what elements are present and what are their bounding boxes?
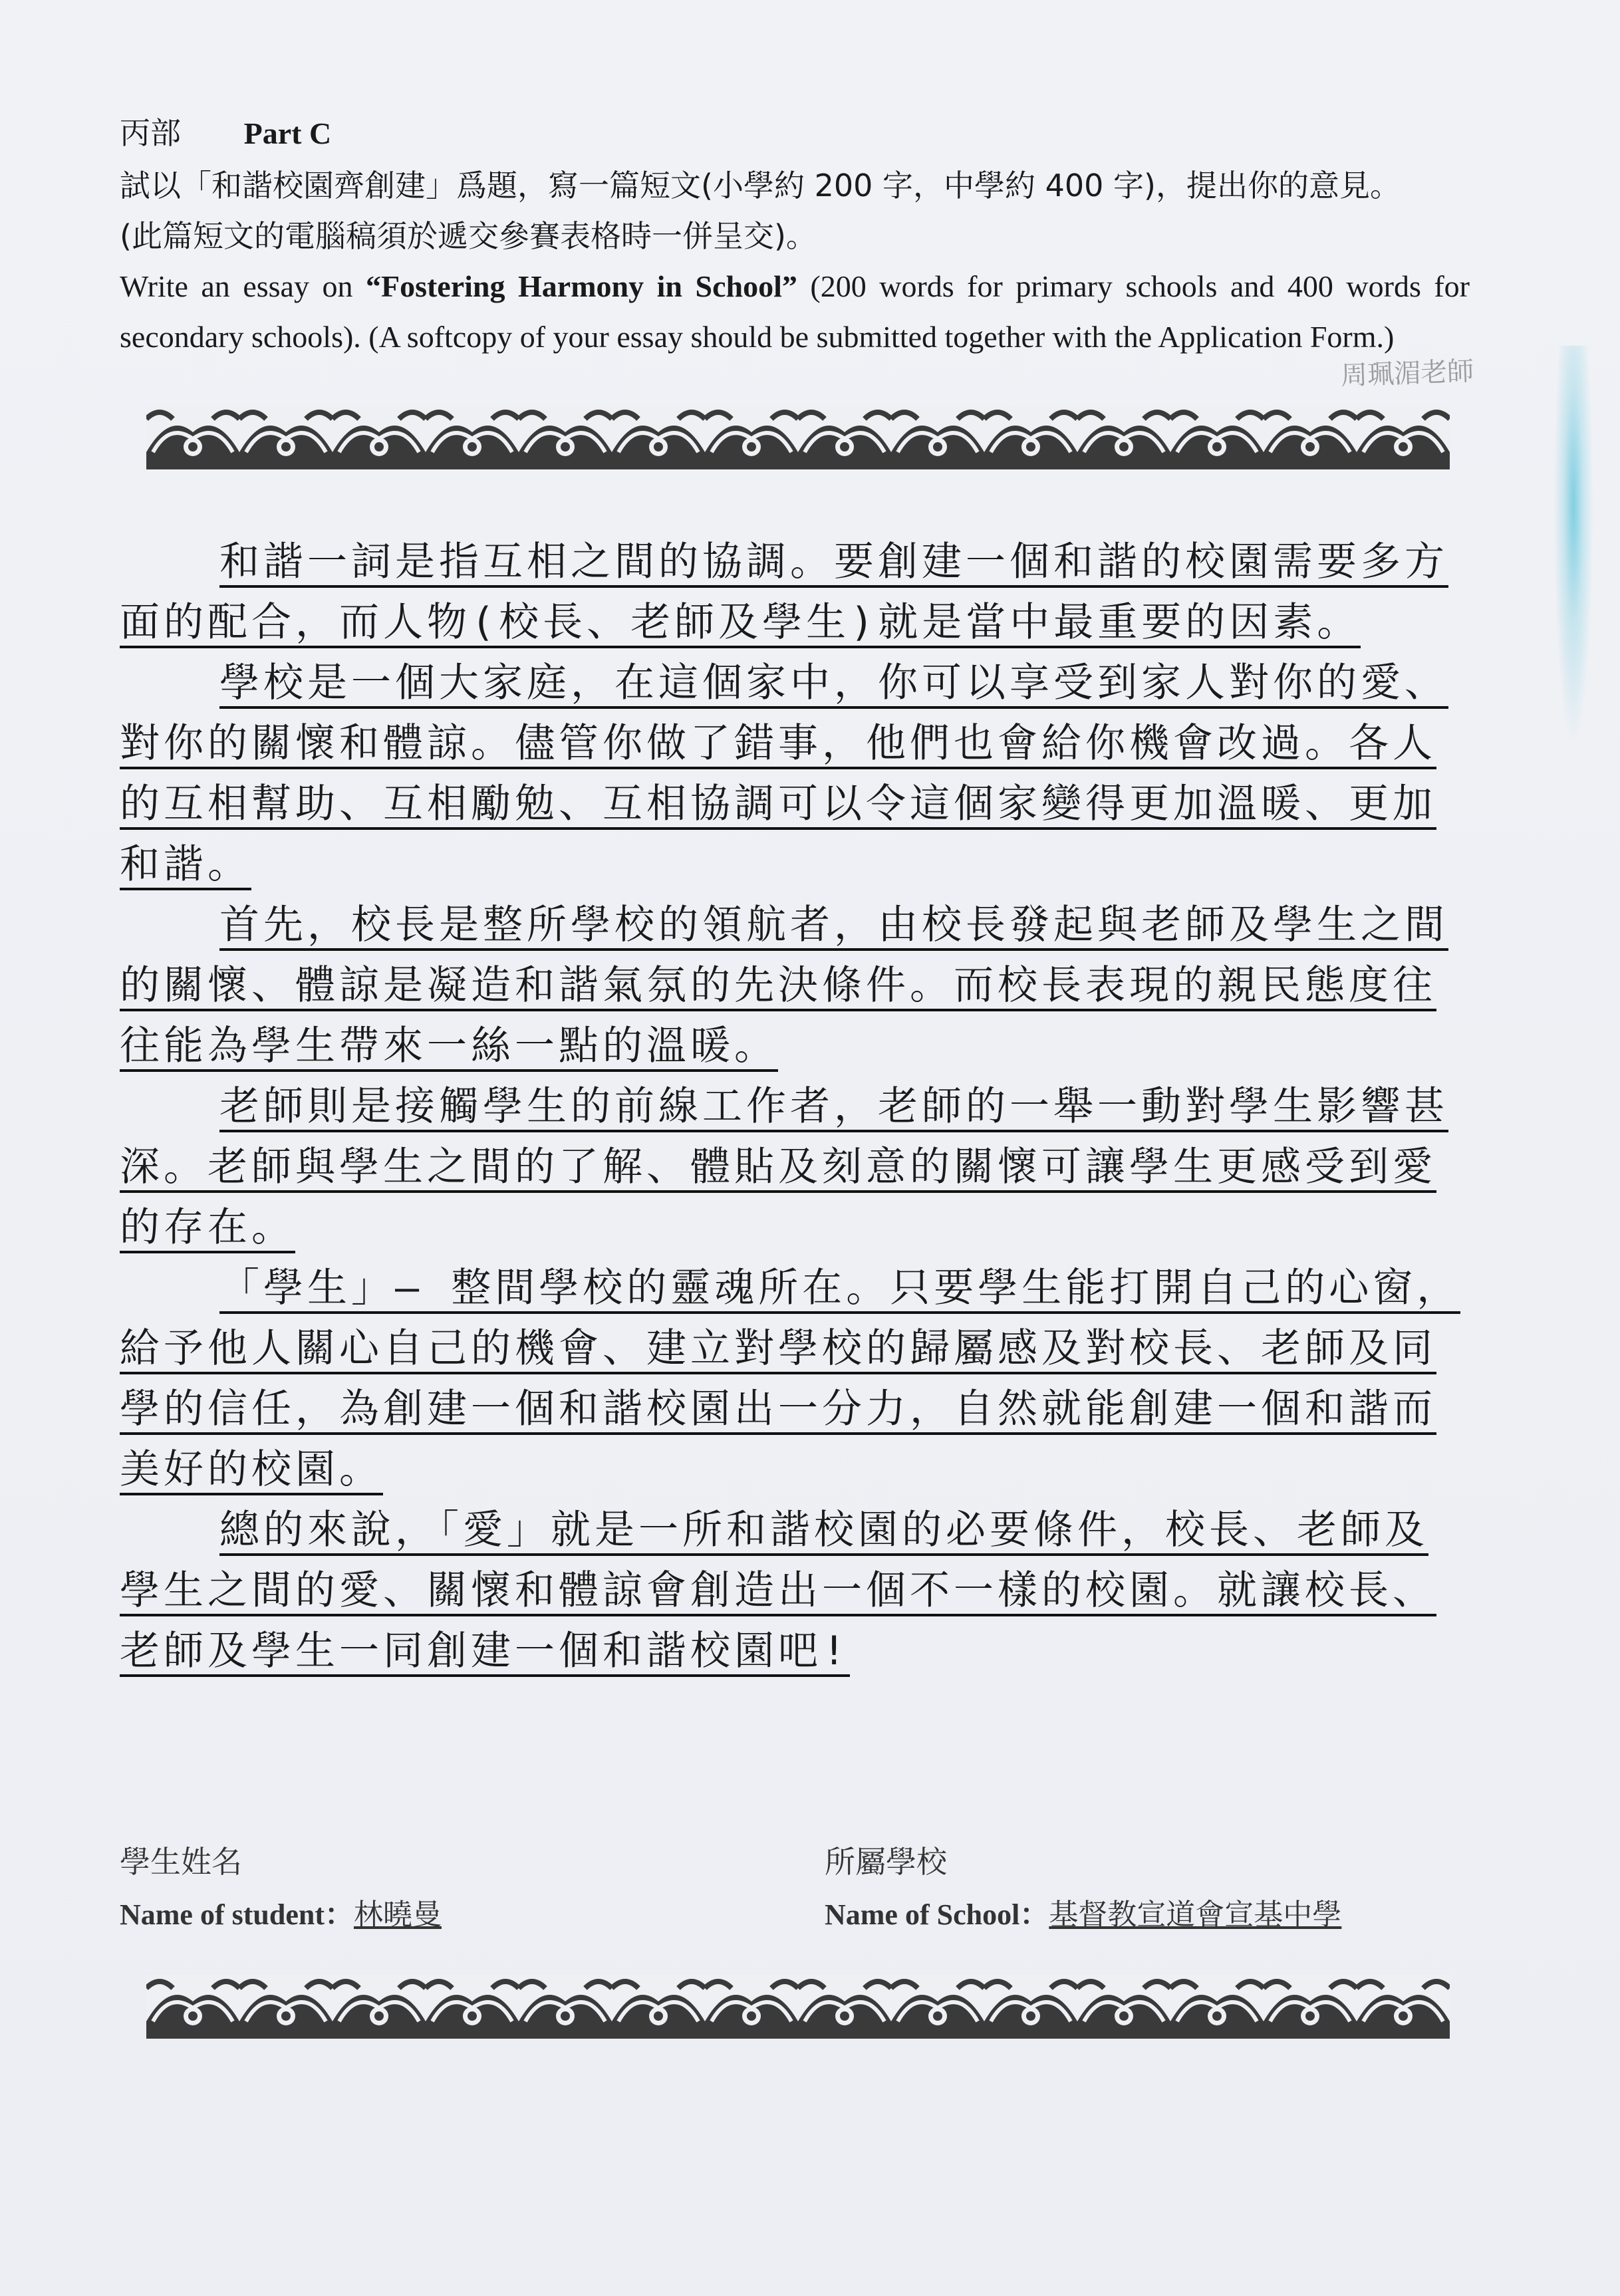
instruction-en (120, 261, 1470, 362)
decorative-border-top (146, 406, 1450, 469)
school-label-zh: 所屬學校 (825, 1844, 947, 1880)
essay-paragraph (120, 1258, 1470, 1500)
essay-paragraph (120, 895, 1470, 1077)
instruction-zh-line-1: 試以「和諧校園齊創建」爲題，寫一篇短文(小學約 200 字，中學約 400 字)，提出你的意見。 (120, 168, 1401, 203)
ink-blot (1553, 346, 1593, 745)
instruction-zh-line-2: (此篇短文的電腦稿須於遞交參賽表格時一併呈交)。 (120, 218, 817, 254)
decorative-border-bottom (146, 1975, 1450, 2039)
part-heading (120, 106, 1470, 160)
school-info (825, 1835, 1341, 1942)
essay-body (120, 532, 1470, 1682)
instruction-en-post: (200 words for primary schools and 400 words for secondary schools). (A softcopy of your essay should be submitted together with the Application Form.) (120, 269, 1470, 354)
school-label-en: Name of School： (825, 1898, 1049, 1931)
student-label-en: Name of student： (120, 1898, 354, 1931)
instruction-en-pre: Write an essay on (120, 269, 366, 303)
essay-paragraph (120, 653, 1470, 895)
teacher-stamp: 周珮湄老師 (1340, 356, 1474, 392)
school-name: 基督教宣道會宣基中學 (1049, 1898, 1342, 1932)
paragraph-text: 學校是一個大家庭，在這個家中，你可以享受到家人對你的愛、對你的關懷和體諒。儘管你做了錯事，他們也會給你機會改過。各人的互相幫助、互相勵勉、互相協調可以令這個家變得更加溫暖、更加和諧。 (120, 660, 1448, 890)
student-label-zh: 學生姓名 (120, 1844, 242, 1880)
essay-title-en: “Fostering Harmony in School” (365, 269, 797, 303)
part-label-zh: 丙部 (120, 116, 181, 150)
instructions-header (120, 106, 1470, 362)
paragraph-text: 總的來說，「愛」就是一所和諧校園的必要條件，校長、老師及學生之間的愛、關懷和體諒會創造出一個不一樣的校園。就讓校長、老師及學生一同創建一個和諧校園吧! (120, 1507, 1436, 1677)
paragraph-text: 老師則是接觸學生的前線工作者，老師的一舉一動對學生影響甚深。老師與學生之間的了解、體貼及刻意的關懷可讓學生更感受到愛的存在。 (120, 1083, 1448, 1253)
school-label-en-row (825, 1888, 1341, 1942)
student-label-en-row (120, 1888, 442, 1942)
essay-paragraph (120, 532, 1470, 653)
part-label-en: Part C (243, 116, 332, 150)
essay-paragraph (120, 1500, 1470, 1682)
student-name: 林曉曼 (353, 1898, 442, 1932)
paragraph-text: 「學生」— 整間學校的靈魂所在。只要學生能打開自己的心窗，給予他人關心自己的機會、建立對學校的歸屬感及對校長、老師及同學的信任，為創建一個和諧校園出一分力，自然就能創建一個和諧而美好的校園。 (120, 1265, 1460, 1495)
paragraph-text: 和諧一詞是指互相之間的協調。要創建一個和諧的校園需要多方面的配合，而人物(校長、老師及學生)就是當中最重要的因素。 (120, 539, 1448, 648)
student-info (120, 1835, 442, 1942)
paragraph-text: 首先，校長是整所學校的領航者，由校長發起與老師及學生之間的關懷、體諒是凝造和諧氣氛的先決條件。而校長表現的親民態度往往能為學生帶來一絲一點的溫暖。 (120, 902, 1448, 1072)
essay-paragraph (120, 1077, 1470, 1258)
